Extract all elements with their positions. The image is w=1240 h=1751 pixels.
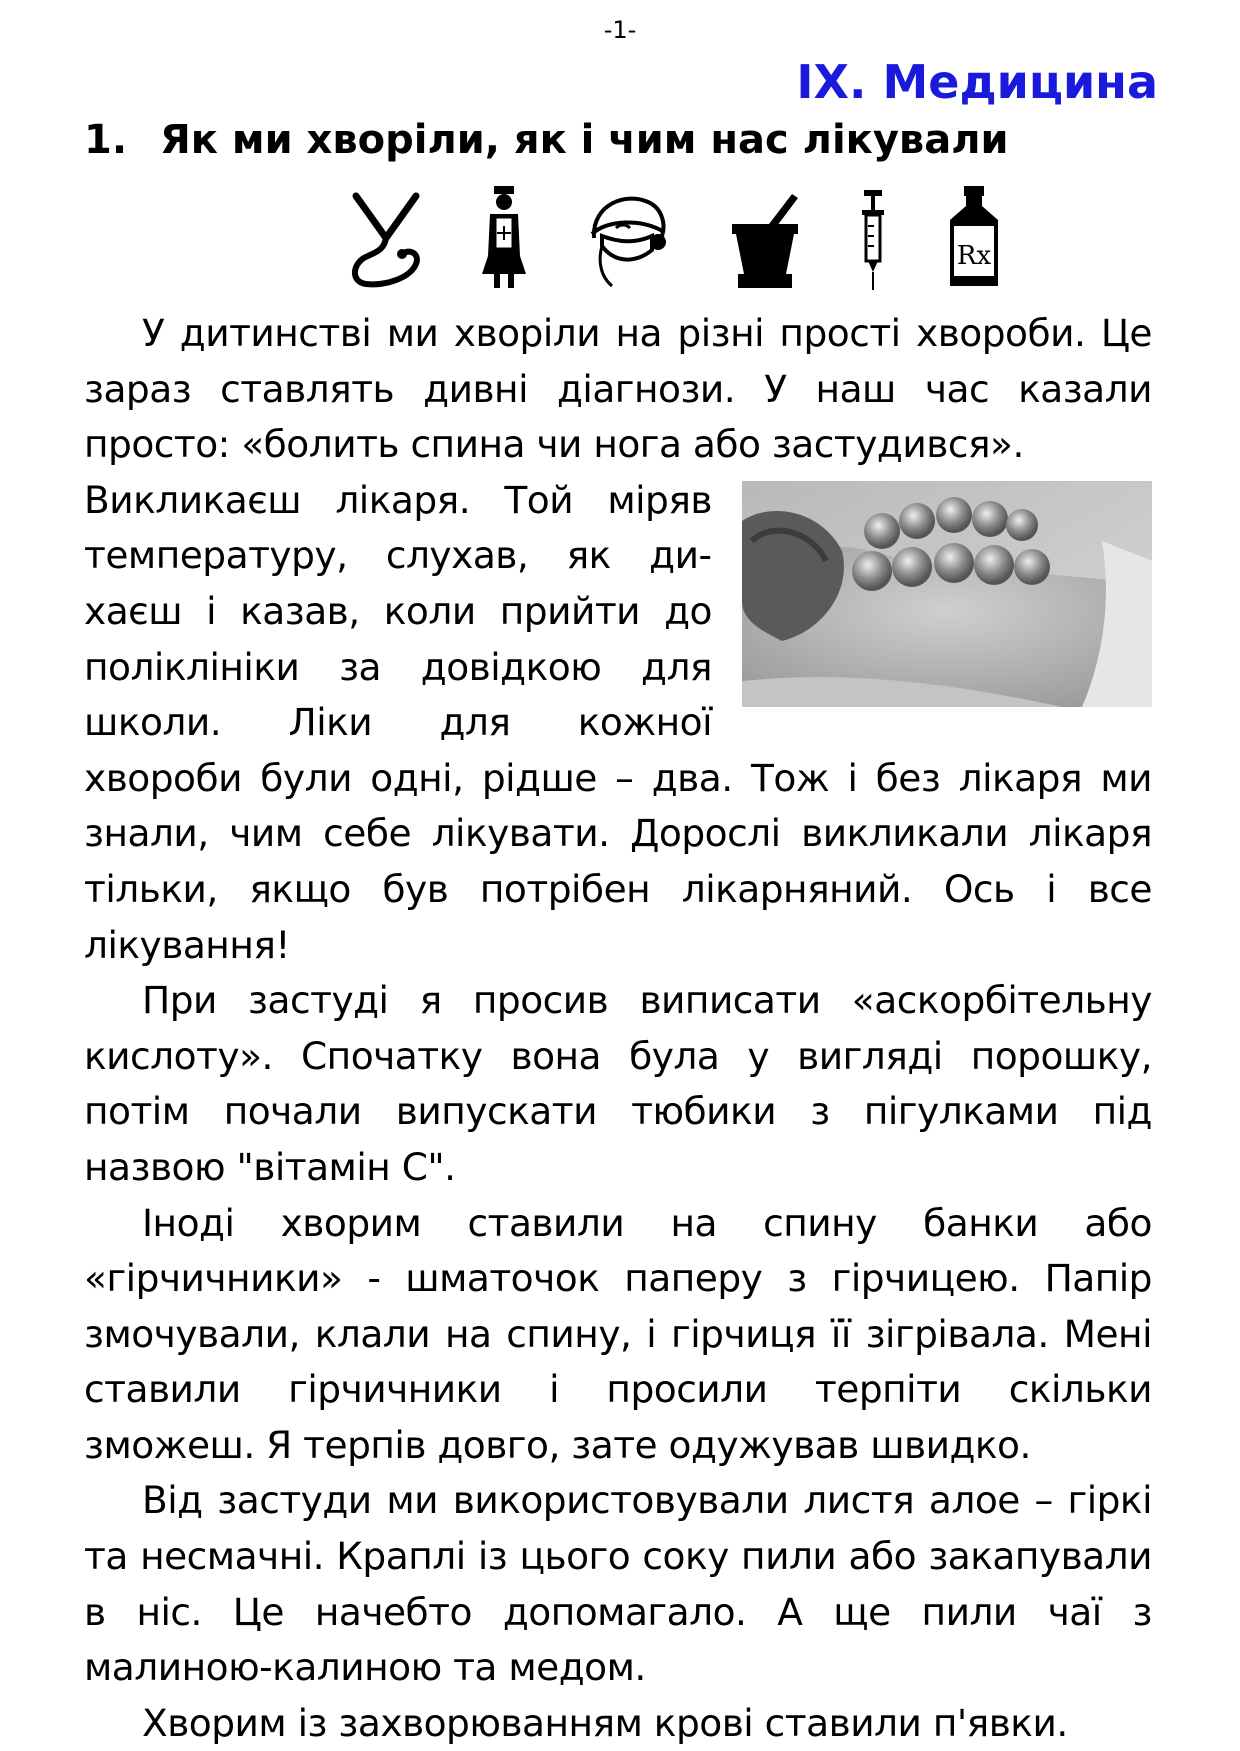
- nurse-icon: [480, 186, 528, 290]
- chapter-number: 1.: [84, 117, 128, 163]
- page-number: -1-: [603, 16, 637, 44]
- prescription-label: Rx: [956, 241, 992, 271]
- cupping-therapy-photo: [742, 481, 1152, 707]
- paragraph-1: У дитинстві ми хворіли на різні прості хвороби. Це зараз ставлять дивні діагнози. У наш час казали просто: «болить спина чи нога або застудився».: [84, 311, 1152, 467]
- paragraph-2: Викликаєш лікаря. Той міряв температуру, слухав, як дихаєш і казав, коли прийти до поліклініки за довідкою для школи. Ліки для кожної хвороби були одні, рідше – два. Тож і без лікаря ми знали, чим себе лікувати. Дорослі викликали лікаря тільки, якщо був потрібен лікарняний. Ось і все лікування!: [84, 477, 1152, 967]
- chapter-title: Як ми хворіли, як і чим нас лікували: [160, 117, 1009, 163]
- mortar-pestle-icon: [726, 190, 804, 290]
- section-title: IX. Медицина: [796, 55, 1158, 109]
- paragraph-4: Іноді хворим ставили на спину банки або «гірчичники» - шматочок паперу з гірчицею. Папір змочували, клали на спину, і гірчиця її зігрівала. Мені ставили гірчичники і просили терпіти скільки зможеш. Я терпів довго, зате одужував швидко.: [84, 1200, 1152, 1467]
- stethoscope-icon: [346, 190, 426, 290]
- syringe-icon: [858, 190, 888, 290]
- chapter-heading: [84, 117, 1009, 163]
- paragraph-6: Хворим із захворюванням крові ставили п'явки.: [142, 1700, 1068, 1745]
- prescription-bottle-icon: [942, 186, 1006, 290]
- surgeon-mask-icon: [582, 190, 672, 290]
- paragraph-3: При застуді я просив виписати «аскорбітельну кислоту». Спочатку вона була у вигляді порошку, потім почали випускати тюбики з пігулками під назвою "вітамін С".: [84, 978, 1152, 1189]
- medical-icons-row: [346, 180, 1006, 290]
- body-text: [84, 306, 1152, 1751]
- paragraph-5: Від застуди ми використовували листя алое – гіркі та несмачні. Краплі із цього соку пили або закапували в ніс. Це начебто допомагало. А ще пили чаї з малиною-калиною та медом.: [84, 1478, 1152, 1690]
